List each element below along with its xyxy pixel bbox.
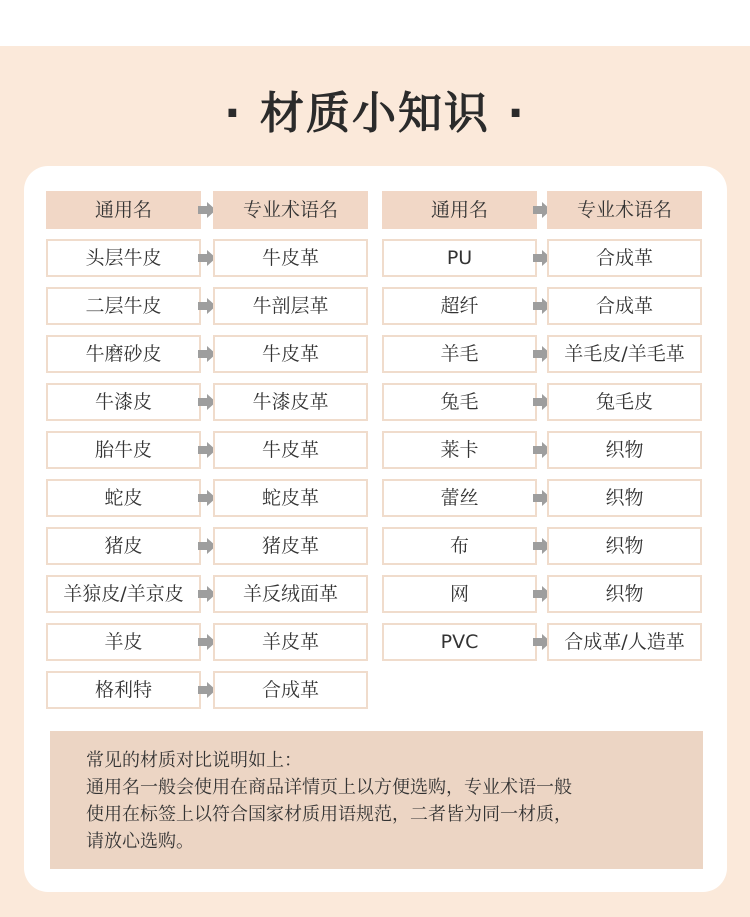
right-header-technical-term: 专业术语名 — [547, 191, 702, 229]
common-name-cell: 兔毛 — [382, 383, 537, 421]
technical-term-cell: 羊毛皮/羊毛革 — [547, 335, 702, 373]
common-name-cell: PVC — [382, 623, 537, 661]
technical-term-cell: 牛漆皮革 — [213, 383, 368, 421]
explanation-note — [50, 731, 703, 869]
common-name-cell: 猪皮 — [46, 527, 201, 565]
technical-term-cell: 织物 — [547, 431, 702, 469]
technical-term-cell: 织物 — [547, 527, 702, 565]
common-name-cell: 羊毛 — [382, 335, 537, 373]
common-name-cell: 头层牛皮 — [46, 239, 201, 277]
common-name-cell: 布 — [382, 527, 537, 565]
common-name-cell: 超纤 — [382, 287, 537, 325]
common-name-cell: 蛇皮 — [46, 479, 201, 517]
common-name-cell: 蕾丝 — [382, 479, 537, 517]
technical-term-cell: 合成革 — [213, 671, 368, 709]
common-name-cell: 网 — [382, 575, 537, 613]
technical-term-cell: 织物 — [547, 479, 702, 517]
note-line: 请放心选购。 — [86, 831, 194, 852]
technical-term-cell: 猪皮革 — [213, 527, 368, 565]
note-line: 通用名一般会使用在商品详情页上以方便选购，专业术语一般 — [86, 777, 572, 798]
technical-term-cell: 牛皮革 — [213, 431, 368, 469]
note-line: 常见的材质对比说明如上： — [86, 750, 302, 771]
left-header-technical-term: 专业术语名 — [213, 191, 368, 229]
common-name-cell: 格利特 — [46, 671, 201, 709]
common-name-cell: 胎牛皮 — [46, 431, 201, 469]
left-header-common-name: 通用名 — [46, 191, 201, 229]
technical-term-cell: 合成革 — [547, 287, 702, 325]
technical-term-cell: 蛇皮革 — [213, 479, 368, 517]
common-name-cell: 羊猄皮/羊京皮 — [46, 575, 201, 613]
common-name-cell: PU — [382, 239, 537, 277]
technical-term-cell: 羊皮革 — [213, 623, 368, 661]
technical-term-cell: 牛皮革 — [213, 335, 368, 373]
technical-term-cell: 合成革 — [547, 239, 702, 277]
common-name-cell: 二层牛皮 — [46, 287, 201, 325]
common-name-cell: 莱卡 — [382, 431, 537, 469]
technical-term-cell: 牛皮革 — [213, 239, 368, 277]
technical-term-cell: 兔毛皮 — [547, 383, 702, 421]
technical-term-cell: 牛剖层革 — [213, 287, 368, 325]
technical-term-cell: 织物 — [547, 575, 702, 613]
common-name-cell: 羊皮 — [46, 623, 201, 661]
common-name-cell: 牛磨砂皮 — [46, 335, 201, 373]
right-header-common-name: 通用名 — [382, 191, 537, 229]
page-title: · 材质小知识 · — [223, 88, 527, 139]
technical-term-cell: 羊反绒面革 — [213, 575, 368, 613]
note-line: 使用在标签上以符合国家材质用语规范，二者皆为同一材质， — [86, 804, 572, 825]
common-name-cell: 牛漆皮 — [46, 383, 201, 421]
technical-term-cell: 合成革/人造革 — [547, 623, 702, 661]
